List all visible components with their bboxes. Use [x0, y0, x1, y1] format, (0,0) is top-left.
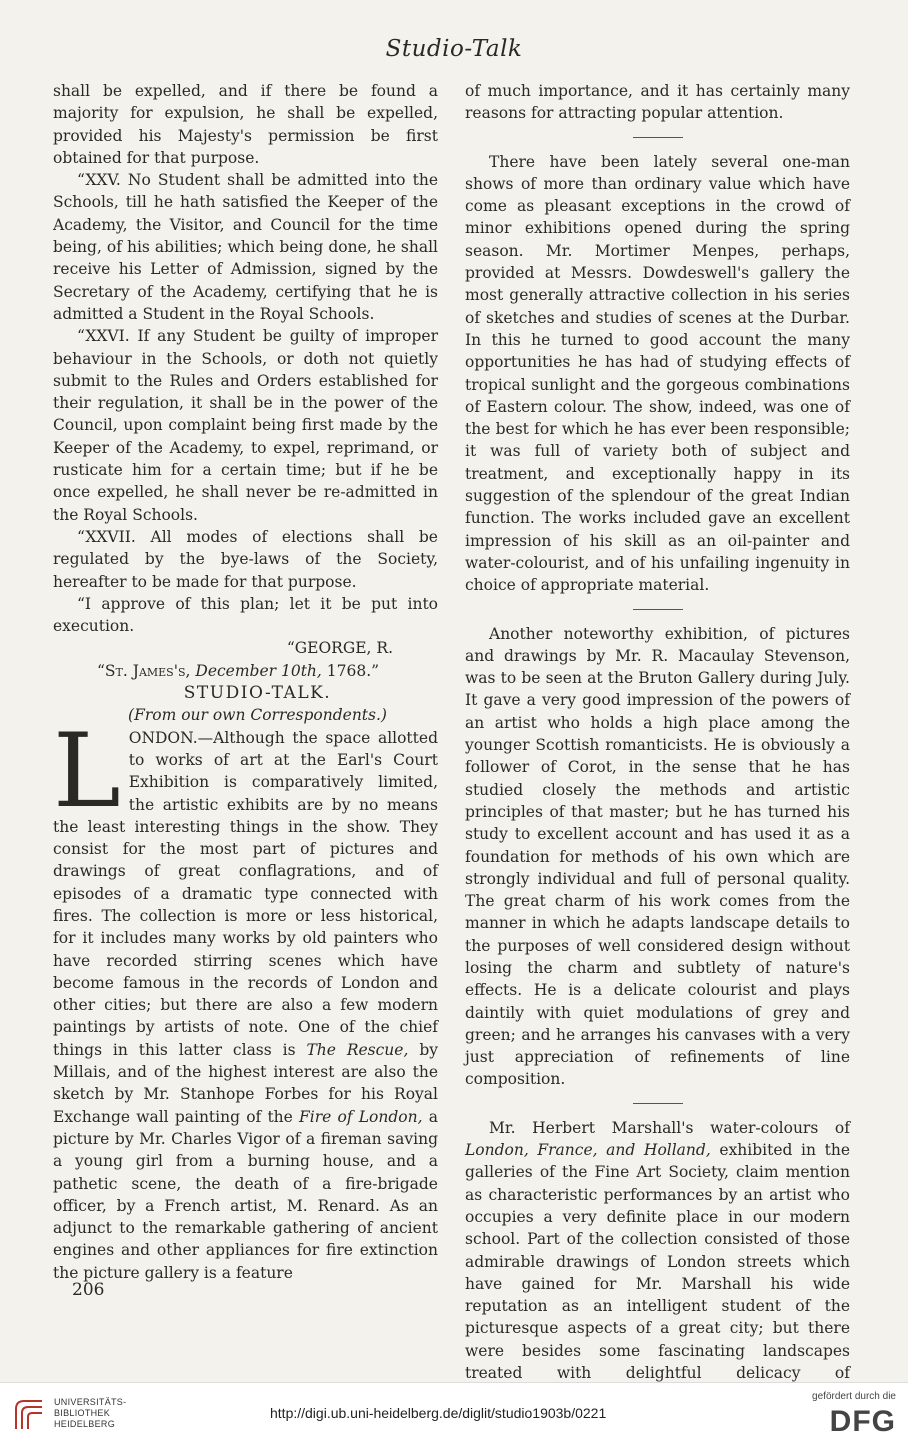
right-column	[465, 80, 850, 1407]
signature: “GEORGE, R.	[286, 639, 393, 658]
section-divider	[633, 1103, 683, 1104]
dateline	[53, 660, 438, 682]
paragraph: Another noteworthy exhibition, of pictures and drawings by Mr. R. Macaulay Stevenson, was to be seen at the Bruton Gallery during July. It gave a very good impression of the powers of an artist who holds a high place among the younger Scottish romanticists. He is obviously a follower of Corot, in the sense that he has studied closely the methods and artistic principles of that master; but he has turned his study to excellent account and has used it as a foundation for methods of his own which are strongly individual and full of personal quality. The great charm of his work comes from the manner in which he adapts landscape details to the purposes of well considered design without losing the charm and subtlety of nature's effects. He is a delicate colourist and plays daintily with quiet modulations of grey and green; and he arranges his canvases with a very just appreciation of refinements of line composition.	[465, 624, 850, 1089]
dateline-date: December 10th,	[195, 661, 322, 680]
left-column	[53, 80, 438, 1284]
library-logo-icon	[10, 1395, 48, 1433]
artwork-title: Fire of London,	[299, 1107, 423, 1126]
section-divider	[633, 137, 683, 138]
paragraph: Mr. Herbert Marshall's water-colours of London, France, and Holland, exhibited in the galleries of the Fine Art Society, claim mention as characteristic performances by an artist who occupies a very definite place in our modern school. Part of the collection consisted of those admirable drawings of London streets which have gained for Mr. Marshall his wide reputation as an intelligent student of the picturesque aspects of a great city; but there were besides some fascinating landscapes treated with delightful delicacy of	[465, 1118, 850, 1383]
dateline-year: 1768.”	[326, 661, 380, 680]
paragraph-london: LONDON.—Although the space allotted to works of art at the Earl's Court Exhibition is comparatively limited, the artistic exhibits are by no means the least interesting things in the show. They consist for the most part of pictures and drawings of great conflagrations, and of episodes of a dramatic type connected with fires. The collection is more or less historical, for it includes many works by old painters who have recorded stirring scenes which have become famous in the records of London and other cities; but there are also a few modern paintings by artists of note. One of the chief things in this latter class is The Rescue, by Millais, and of the highest interest are also the sketch by Mr. Stanhope Forbes for his Royal Exchange wall painting of the Fire of London, a picture by Mr. Charles Vigor of a fireman saving a young girl from a burning house, and a pathetic scene, the death of a fire-brigade officer, by a French artist, M. Renard. As an adjunct to the remarkable gathering of ancient engines and other appliances for fire extinction the picture gallery is a feature	[53, 711, 438, 1282]
dateline-place: “St. James's,	[97, 661, 191, 680]
paragraph: “XXVII. All modes of elections shall be regulated by the bye-laws of the Society, hereafter to be made for that purpose.	[53, 527, 438, 591]
section-heading: STUDIO-TALK.	[183, 683, 332, 704]
paragraph: shall be expelled, and if there be found a majority for expulsion, he shall be expelled, provided his Majesty's permission be first obtained for that purpose.	[53, 82, 438, 167]
paragraph: There have been lately several one-man shows of more than ordinary value which have come as pleasant exceptions in the crowd of minor exhibitions opened during the spring season. Mr. Mortimer Menpes, perhaps, provided at Messrs. Dowdeswell's gallery the most generally attractive collection in his series of sketches and studies of scenes at the Durbar. In this he turned to good account the many opportunities he has had of studying effects of tropical sunlight and the gorgeous combinations of Eastern colour. The show, indeed, was one of the best for which he has ever been responsible; it was full of variety both of subject and treatment, and exceptionally happy in its suggestion of the splendour of the great Indian function. The works included gave an excellent impression of his skill as an oil-painter and water-colourist, and of his unfailing ingenuity in choice of appropriate material.	[465, 152, 850, 595]
funded-by-label: gefördert durch die	[812, 1391, 896, 1402]
running-head: Studio-Talk	[385, 36, 523, 62]
artwork-title: The Rescue,	[306, 1040, 409, 1059]
section-divider	[633, 609, 683, 610]
section-subheading: (From our own Correspondents.)	[128, 706, 387, 725]
footer-bar	[0, 1382, 908, 1446]
artwork-title: London, France, and Holland,	[465, 1141, 711, 1160]
library-name: UNIVERSITÄTS- BIBLIOTHEK HEIDELBERG	[54, 1397, 127, 1429]
dfg-logo: DFG	[829, 1405, 896, 1438]
paragraph: “I approve of this plan; let it be put into execution.	[53, 594, 438, 636]
paragraph: of much importance, and it has certainly many reasons for attracting popular attention.	[465, 82, 850, 123]
page-number: 206	[72, 1280, 105, 1300]
paragraph: “XXVI. If any Student be guilty of improper behaviour in the Schools, or doth not quietly submit to the Rules and Orders established for their regulation, it shall be in the power of the Council, upon complaint being first made by the Keeper of the Academy, to expel, reprimand, or rusticate him for a certain time; but if he be once expelled, he shall never be re-admitted in the Royal Schools.	[53, 327, 438, 524]
source-url-link[interactable]: http://digi.ub.uni-heidelberg.de/diglit/studio1903b/0221	[270, 1405, 607, 1421]
paragraph: “XXV. No Student shall be admitted into the Schools, till he hath satisfied the Keeper of the Academy, the Visitor, and Council for the time being, of his abilities; which being done, he shall receive his Letter of Admission, signed by the Secretary of the Academy, certifying that he is admitted a Student in the Royal Schools.	[53, 171, 438, 323]
drop-cap: L	[53, 711, 121, 831]
